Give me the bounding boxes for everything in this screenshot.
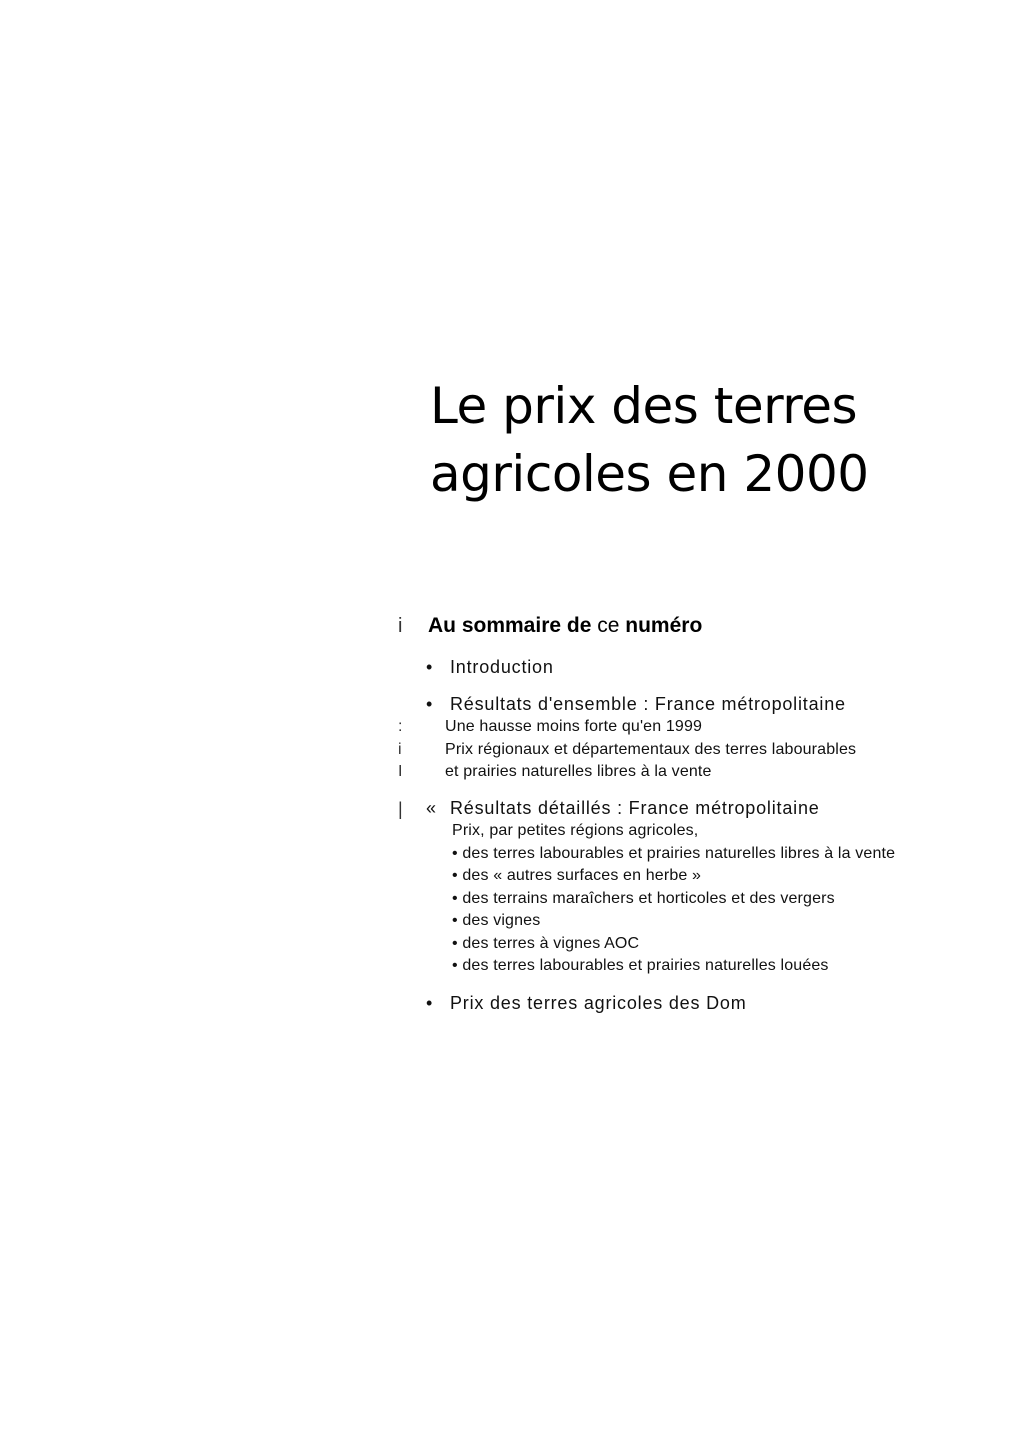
- bullet: •: [426, 657, 434, 677]
- toc-entry: [426, 991, 747, 1015]
- title-line-1: Le prix des terres: [430, 377, 858, 435]
- bullet: •: [426, 993, 434, 1013]
- toc-entry: [426, 655, 554, 679]
- toc-subitem: • des terres labourables et prairies naturelles libres à la vente: [452, 844, 896, 862]
- margin-mark: |: [398, 799, 403, 819]
- toc-entry: [426, 692, 856, 716]
- summary-heading: [428, 614, 702, 638]
- toc-section-dom: [426, 991, 747, 1015]
- toc-subitem: Prix, par petites régions agricoles,: [452, 822, 699, 839]
- toc-entry-label: Prix des terres agricoles des Dom: [450, 993, 747, 1013]
- summary-heading-part: Au sommaire de: [428, 614, 592, 637]
- toc-entry: [426, 796, 895, 820]
- toc-section-overall: [426, 692, 856, 784]
- toc-subitem: • des terres labourables et prairies naturelles louées: [452, 957, 829, 974]
- toc-section-detailed: [426, 796, 895, 978]
- bullet: •: [426, 694, 434, 714]
- toc-subitem: Une hausse moins forte qu'en 1999: [445, 718, 703, 735]
- toc-section-introduction: [426, 655, 554, 679]
- toc-subitem: • des terres à vignes AOC: [452, 934, 640, 952]
- margin-mark: i: [398, 741, 402, 758]
- summary-heading-part: ce: [597, 614, 620, 637]
- toc-subitem: • des vignes: [452, 912, 541, 929]
- margin-mark: :: [398, 718, 403, 735]
- title-line-2: agricoles en 2000: [430, 445, 869, 503]
- document-title: [430, 372, 869, 508]
- summary-heading-part: numéro: [625, 614, 703, 637]
- toc-entry-label: Résultats détaillés : France métropolitaine: [450, 798, 820, 818]
- bullet: «: [426, 798, 437, 818]
- margin-mark: I: [398, 763, 403, 780]
- toc-subitem: • des « autres surfaces en herbe »: [452, 867, 702, 884]
- toc-entry-label: Résultats d'ensemble : France métropolitaine: [450, 694, 846, 714]
- toc-subitem: Prix régionaux et départementaux des terres labourables: [445, 740, 857, 758]
- toc-subitem: et prairies naturelles libres à la vente: [445, 763, 712, 780]
- margin-mark: i: [398, 615, 403, 637]
- toc-entry-label: Introduction: [450, 657, 554, 677]
- toc-subitem: • des terrains maraîchers et horticoles et des vergers: [452, 889, 835, 907]
